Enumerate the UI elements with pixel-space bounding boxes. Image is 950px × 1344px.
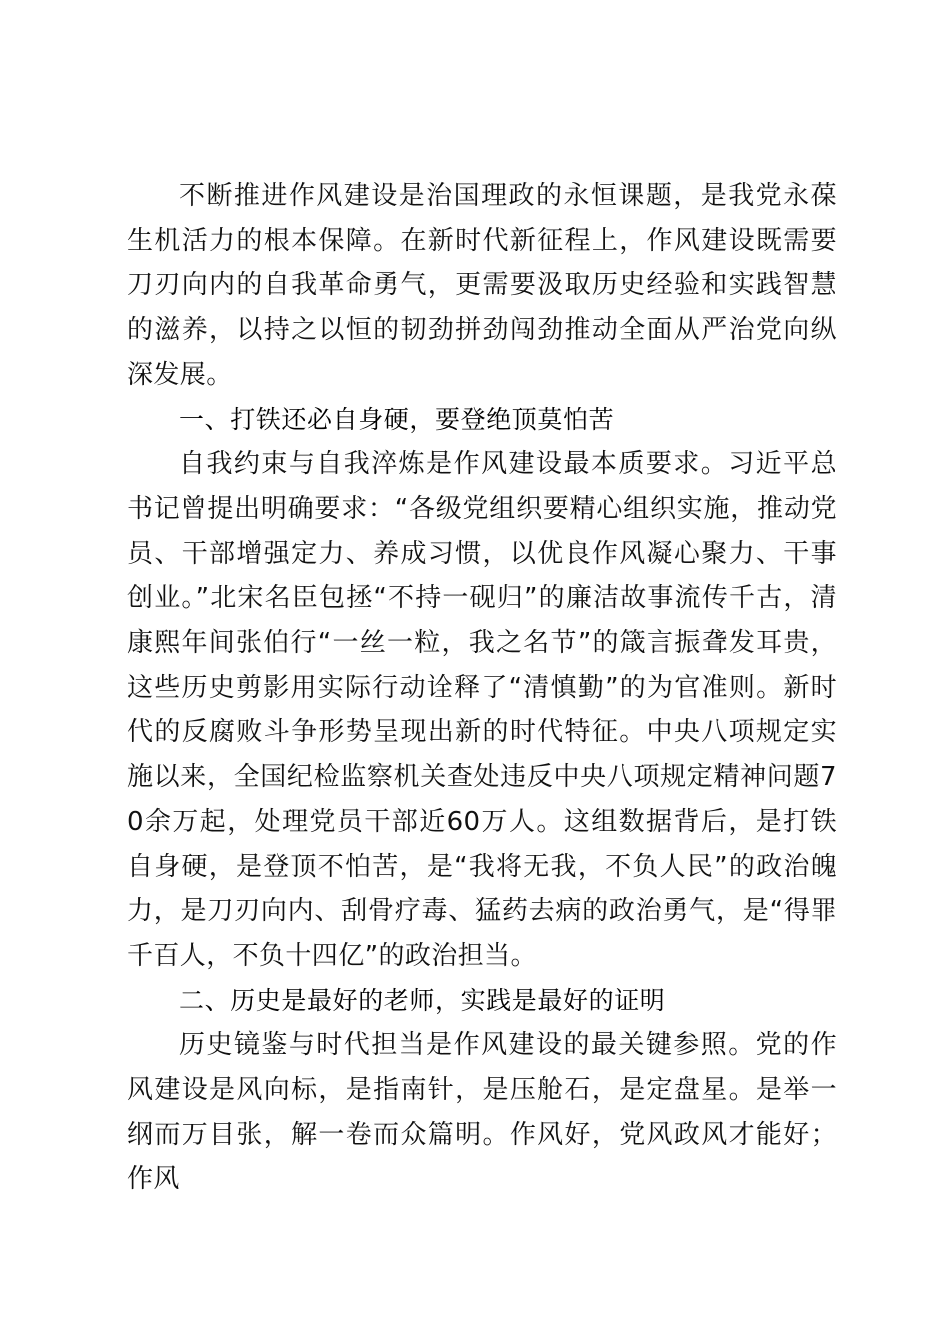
section-2-heading: 二、历史是最好的老师，实践是最好的证明 [179,985,666,1015]
section-1-paragraph: 自我约束与自我淬炼是作风建设最本质要求。习近平总书记曾提出明确要求：“各级党组织要精心组织实施，推动党员、干部增强定力、养成习惯，以优良作风凝心聚力、干事创业。”北宋名臣包拯“不持一砚归”的廉洁故事流传千古，清康熙年间张伯行“一丝一粒，我之名节”的箴言振聋发耳贵，这些历史剪影用实际行动诠释了“清慎勤”的为官准则。新时代的反腐败斗争形势呈现出新的时代特征。中央八项规定实施以来，全国纪检监察机关查处违反中央八项规定精神问题70余万起，处理党员干部近60万人。这组数据背后，是打铁自身硬，是登顶不怕苦，是“我将无我，不负人民”的政治魄力，是刀刃向内、刮骨疗毒、猛药去病的政治勇气，是“得罪千百人，不负十四亿”的政治担当。 [127,449,837,971]
section-2-paragraph: 历史镜鉴与时代担当是作风建设的最关键参照。党的作风建设是风向标，是指南针，是压舱石，是定盘星。是举一纲而万目张，解一卷而众篇明。作风好，党风政风才能好；作风 [127,1030,837,1195]
section-1-heading: 一、打铁还必自身硬，要登绝顶莫怕苦 [179,404,615,434]
document-body [127,174,837,1202]
intro-paragraph: 不断推进作风建设是治国理政的永恒课题，是我党永葆生机活力的根本保障。在新时代新征程上，作风建设既需要刀刃向内的自我革命勇气，更需要汲取历史经验和实践智慧的滋养，以持之以恒的韧劲拼劲闯劲推动全面从严治党向纵深发展。 [127,181,837,390]
